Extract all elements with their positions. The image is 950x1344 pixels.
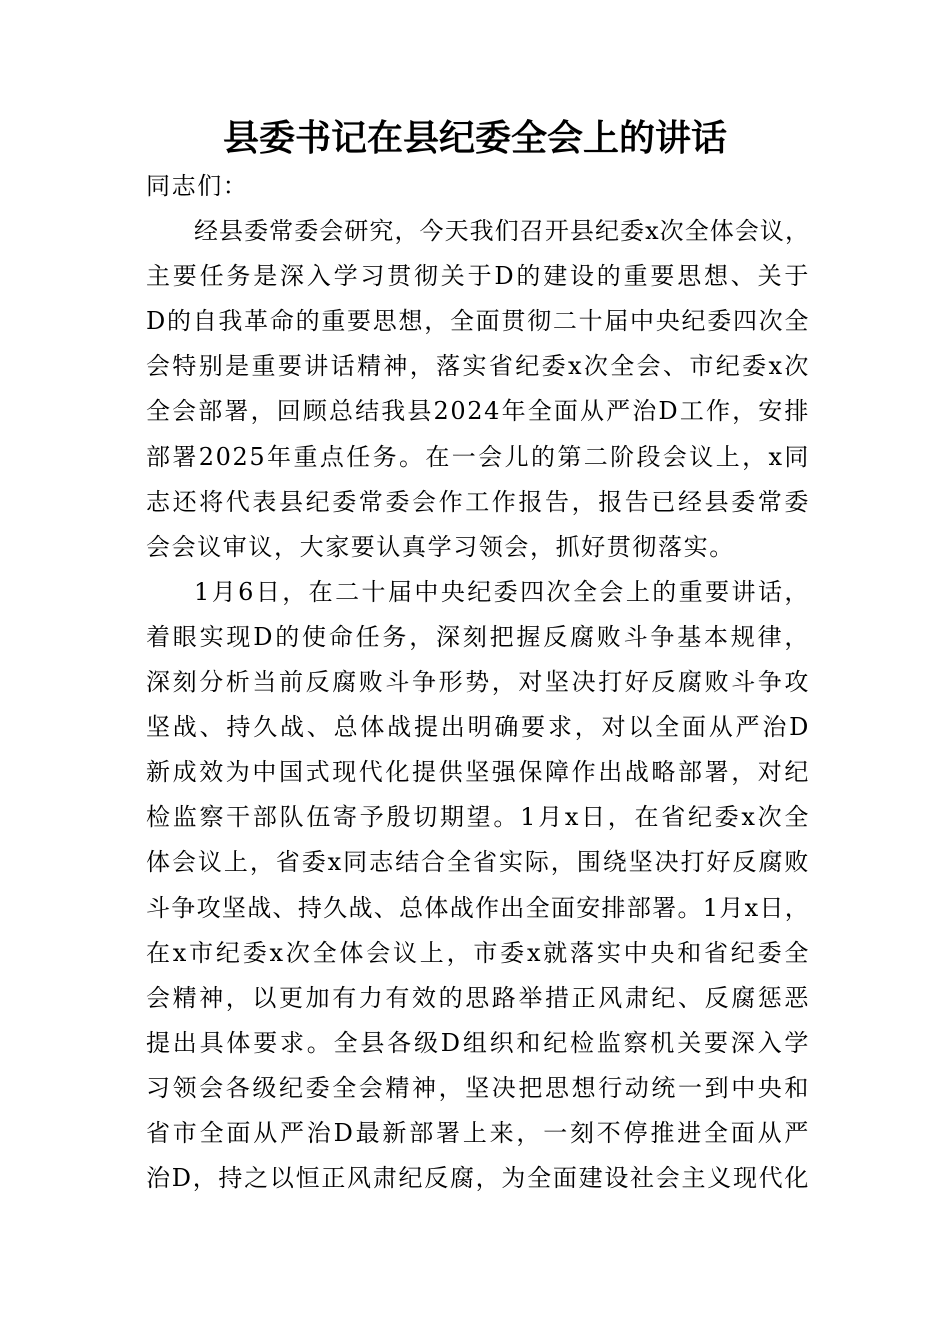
paragraph-2-line: 习领会各级纪委全会精神，坚决把思想行动统一到中央和 <box>146 1073 810 1102</box>
paragraph-2-line: 提出具体要求。全县各级D组织和纪检监察机关要深入学 <box>146 1028 810 1057</box>
paragraph-1-line: 主要任务是深入学习贯彻关于D的建设的重要思想、关于 <box>146 262 810 291</box>
paragraph-1-line: 志还将代表县纪委常委会作工作报告，报告已经县委常委 <box>146 487 810 516</box>
paragraph-1-line: 经县委常委会研究，今天我们召开县纪委x次全体会议， <box>194 217 810 246</box>
paragraph-2-line: 治D，持之以恒正风肃纪反腐，为全面建设社会主义现代化 <box>146 1164 810 1193</box>
paragraph-2-line: 检监察干部队伍寄予殷切期望。1月x日，在省纪委x次全 <box>146 803 810 832</box>
paragraph-1-line: 会会议审议，大家要认真学习领会，抓好贯彻落实。 <box>146 532 735 561</box>
paragraph-2-line: 体会议上，省委x同志结合全省实际，围绕坚决打好反腐败 <box>146 848 810 877</box>
paragraph-2-line: 坚战、持久战、总体战提出明确要求，对以全面从严治D <box>146 713 810 742</box>
paragraph-2-line: 1月6日，在二十届中央纪委四次全会上的重要讲话， <box>194 577 810 606</box>
document-title: 县委书记在县纪委全会上的讲话 <box>222 117 727 159</box>
paragraph-2-line: 新成效为中国式现代化提供坚强保障作出战略部署，对纪 <box>146 758 810 787</box>
paragraph-2-line: 深刻分析当前反腐败斗争形势，对坚决打好反腐败斗争攻 <box>146 668 810 697</box>
paragraph-2-line: 着眼实现D的使命任务，深刻把握反腐败斗争基本规律， <box>146 622 810 651</box>
paragraph-1-line: 部署2025年重点任务。在一会儿的第二阶段会议上，x同 <box>146 442 810 471</box>
paragraph-1-line: D的自我革命的重要思想，全面贯彻二十届中央纪委四次全 <box>146 307 810 336</box>
paragraph-2-line: 会精神，以更加有力有效的思路举措正风肃纪、反腐惩恶 <box>146 983 810 1012</box>
paragraph-1-line: 全会部署，回顾总结我县2024年全面从严治D工作，安排 <box>146 397 810 426</box>
salutation: 同志们： <box>146 172 249 200</box>
paragraph-2-line: 省市全面从严治D最新部署上来，一刻不停推进全面从严 <box>146 1118 810 1147</box>
paragraph-2-line: 斗争攻坚战、持久战、总体战作出全面安排部署。1月x日， <box>146 893 810 922</box>
paragraph-2-line: 在x市纪委x次全体会议上，市委x就落实中央和省纪委全 <box>146 938 810 967</box>
document-body <box>146 164 810 1201</box>
paragraph-1-line: 会特别是重要讲话精神，落实省纪委x次全会、市纪委x次 <box>146 352 810 381</box>
